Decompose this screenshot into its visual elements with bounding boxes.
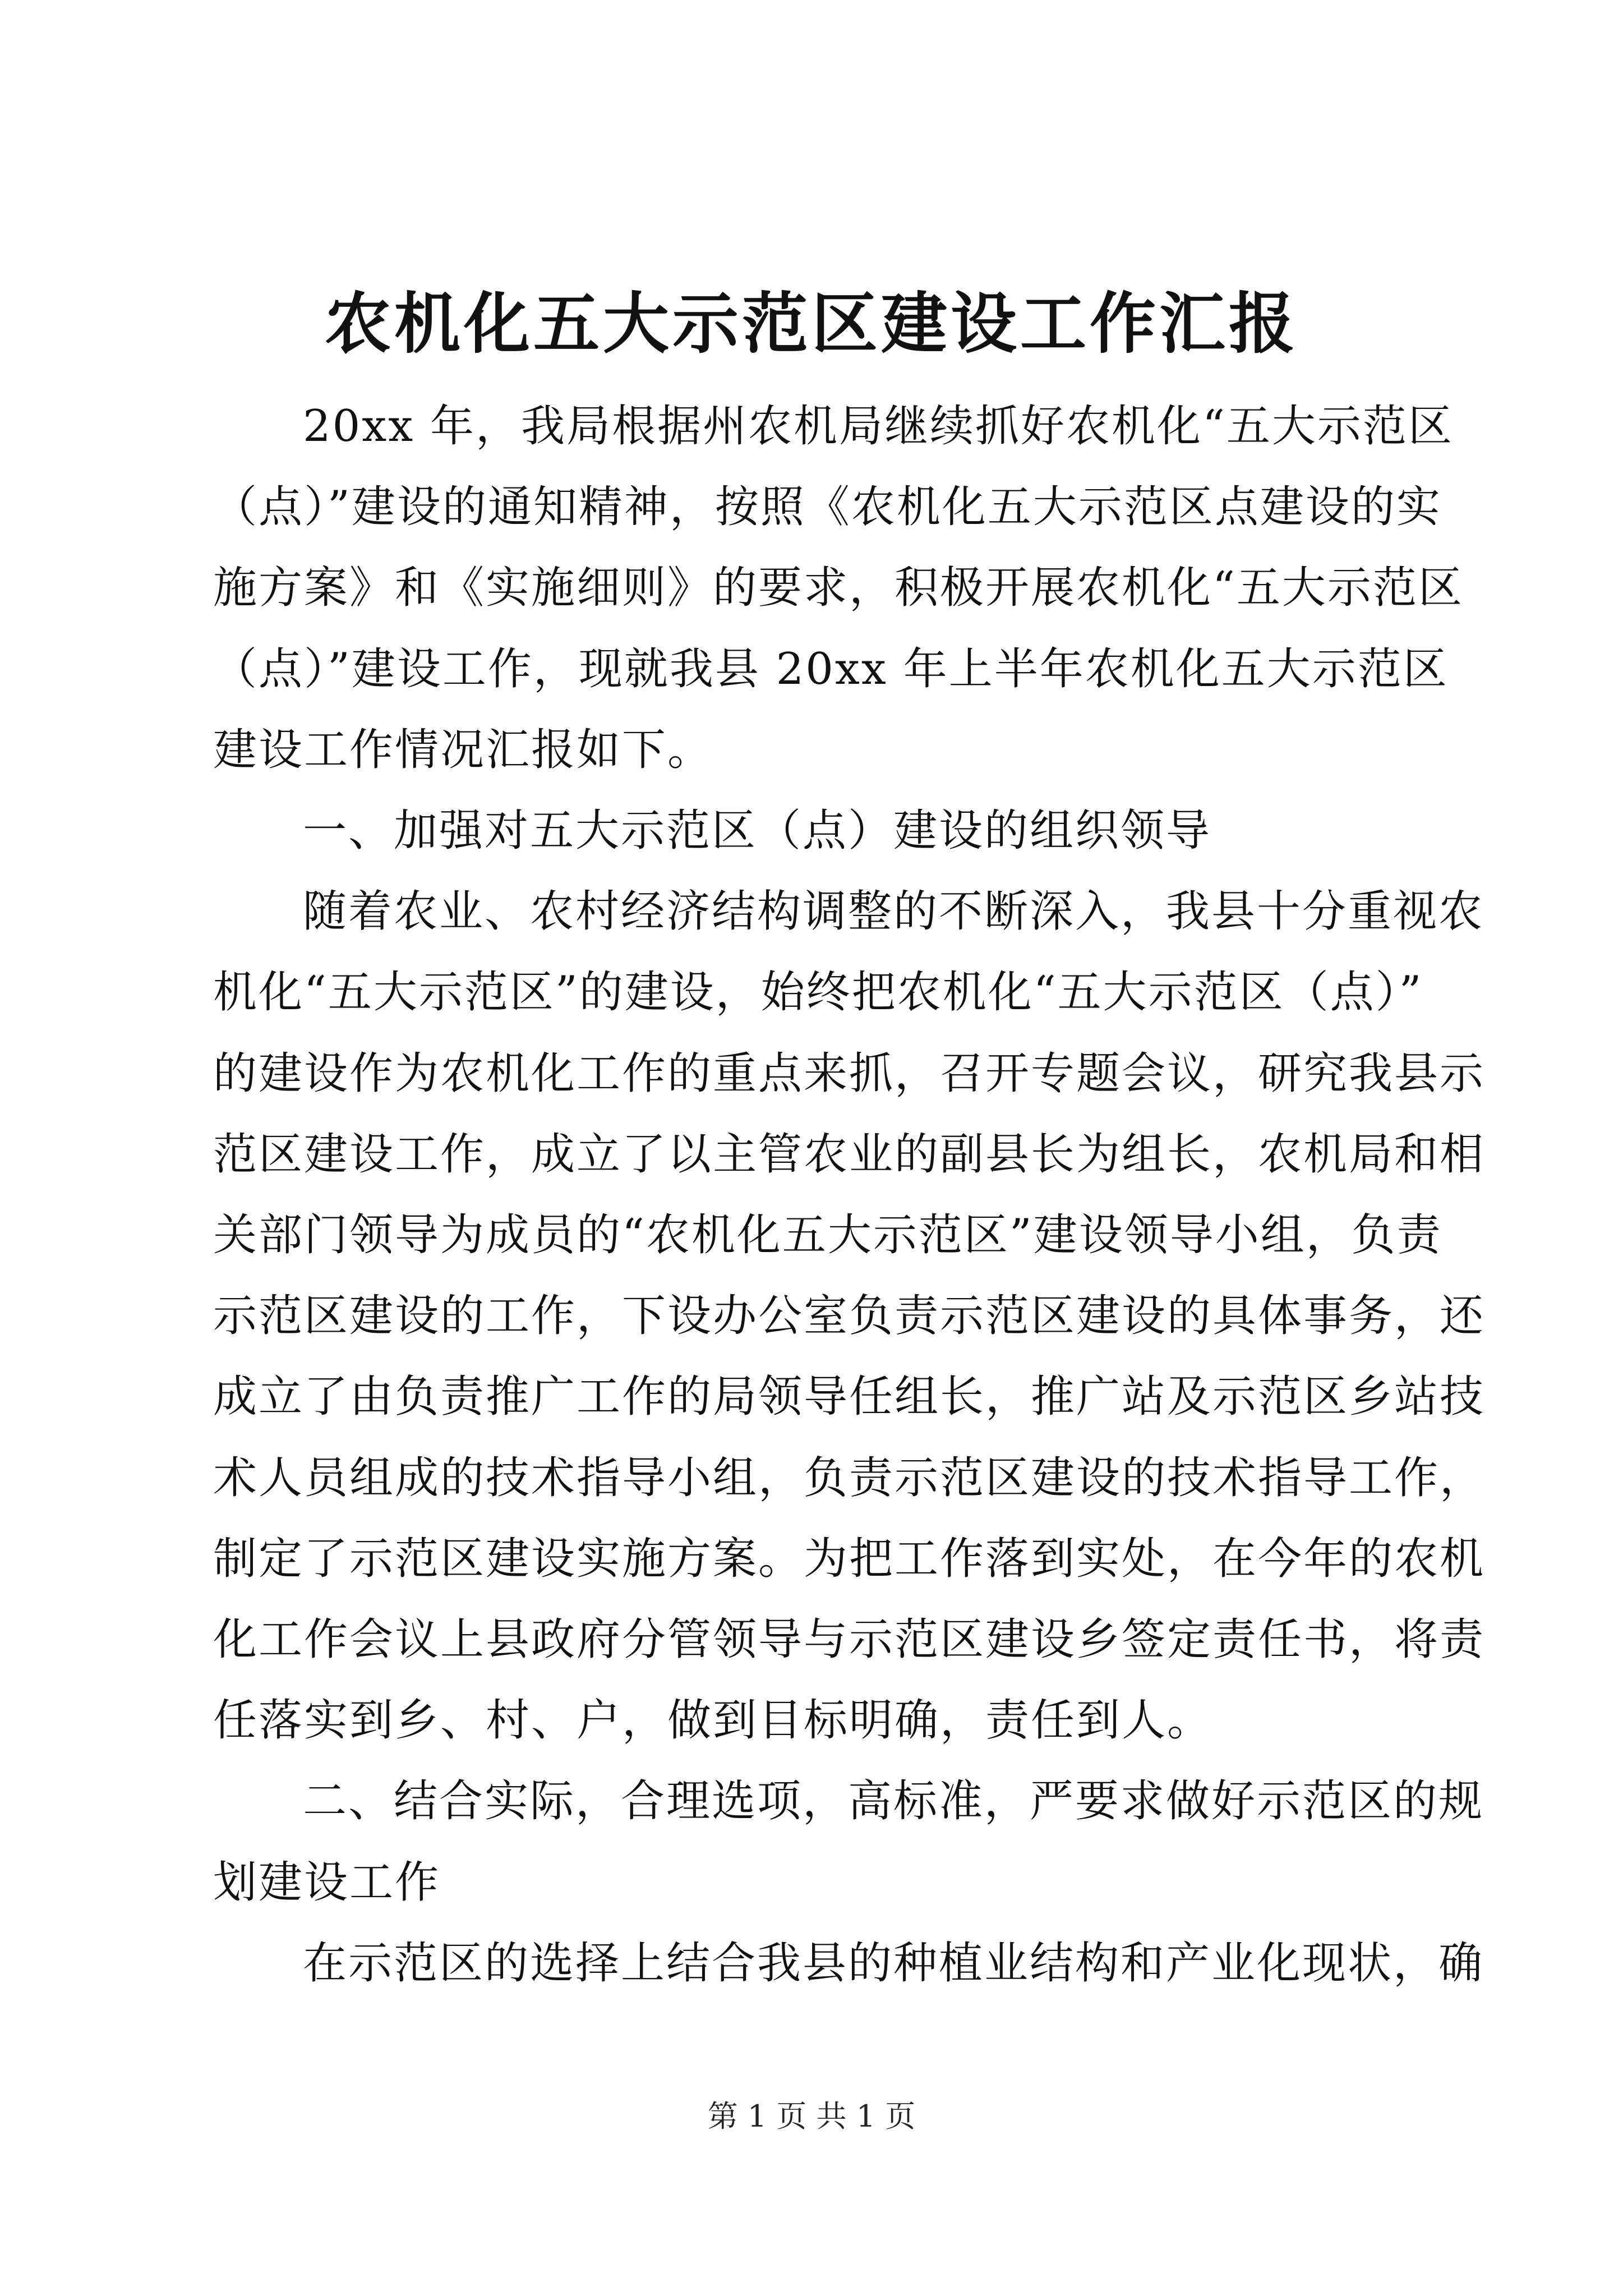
text-line: 关部门领导为成员的“农机化五大示范区”建设领导小组，负责	[213, 1210, 1442, 1261]
text-line: 成立了由负责推广工作的局领导任组长，推广站及示范区乡站技	[213, 1372, 1486, 1423]
text-line: 制定了示范区建设实施方案。为把工作落到实处，在今年的农机	[213, 1533, 1486, 1584]
text-line: 二、结合实际，合理选项，高标准，严要求做好示范区的规	[303, 1776, 1484, 1827]
section-heading-1	[213, 790, 1424, 871]
text-line: （点）”建设工作，现就我县 20xx 年上半年农机化五大示范区	[213, 643, 1449, 694]
paragraph-section-2	[213, 1923, 1484, 2004]
text-line: 范区建设工作，成立了以主管农业的副县长为组长，农机局和相	[213, 1129, 1486, 1180]
text-line: 在示范区的选择上结合我县的种植业结构和产业化现状，确	[303, 1938, 1484, 1989]
page-footer: 第 1 页 共 1 页	[707, 2099, 916, 2134]
paragraph-section-1	[213, 871, 1486, 1761]
text-line: 任落实到乡、村、户，做到目标明确，责任到人。	[213, 1695, 1213, 1746]
text-line: 一、加强对五大示范区（点）建设的组织领导	[303, 806, 1212, 857]
text-line: 示范区建设的工作，下设办公室负责示范区建设的具体事务，还	[213, 1291, 1486, 1342]
text-line: 机化“五大示范区”的建设，始终把农机化“五大示范区（点）”	[213, 967, 1423, 1018]
text-line: 化工作会议上县政府分管领导与示范区建设乡签定责任书，将责	[213, 1614, 1486, 1665]
text-line: 术人员组成的技术指导小组，负责示范区建设的技术指导工作，	[213, 1452, 1486, 1503]
text-line: （点）”建设的通知精神，按照《农机化五大示范区点建设的实	[213, 482, 1442, 533]
document-body	[213, 386, 1486, 2004]
text-line: 随着农业、农村经济结构调整的不断深入，我县十分重视农	[303, 886, 1484, 937]
text-line: 施方案》和《实施细则》的要求，积极开展农机化“五大示范区	[213, 563, 1464, 614]
text-line: 20xx 年，我局根据州农机局继续抓好农机化“五大示范区	[303, 401, 1454, 452]
document-title: 农机化五大示范区建设工作汇报	[324, 284, 1298, 362]
paragraph-intro	[213, 386, 1464, 790]
text-line: 划建设工作	[213, 1857, 441, 1908]
section-heading-2	[213, 1761, 1484, 1922]
text-line: 的建设作为农机化工作的重点来抓，召开专题会议，研究我县示	[213, 1048, 1486, 1099]
text-line: 建设工作情况汇报如下。	[213, 724, 713, 775]
